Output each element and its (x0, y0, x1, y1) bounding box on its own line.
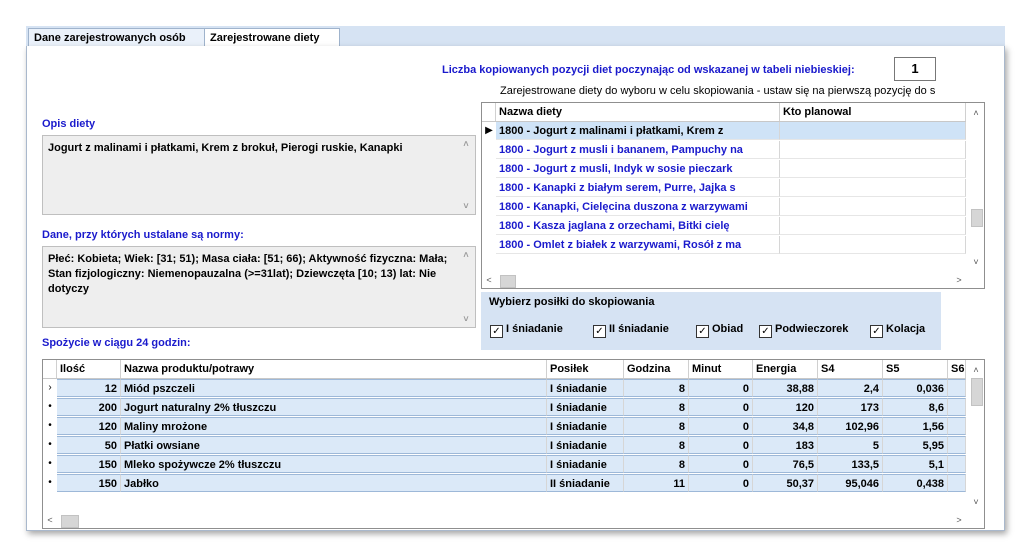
product-cell[interactable]: Maliny mrożone (121, 417, 547, 435)
checkmark-icon[interactable]: ✓ (759, 325, 772, 338)
diet-row[interactable] (482, 217, 966, 236)
current-row-pointer-icon: ▶ (485, 125, 493, 136)
table-row[interactable] (43, 417, 966, 436)
quantity-cell[interactable]: 12 (57, 379, 121, 397)
scroll-thumb[interactable] (971, 378, 983, 406)
s5-cell[interactable]: 8,6 (883, 398, 948, 416)
product-cell[interactable]: Płatki owsiane (121, 436, 547, 454)
minute-cell[interactable]: 0 (689, 455, 753, 473)
diet-row[interactable] (482, 122, 966, 141)
product-cell[interactable]: Jabłko (121, 474, 547, 492)
quantity-cell[interactable]: 120 (57, 417, 121, 435)
diet-name-cell[interactable]: 1800 - Kasza jaglana z orzechami, Bitki cielę (496, 217, 780, 235)
s5-cell[interactable]: 5,1 (883, 455, 948, 473)
minute-cell[interactable]: 0 (689, 436, 753, 454)
quantity-cell[interactable]: 150 (57, 455, 121, 473)
quantity-cell[interactable]: 150 (57, 474, 121, 492)
scroll-thumb[interactable] (61, 515, 79, 528)
chevron-right-icon[interactable]: ˃ (956, 515, 962, 525)
diet-row[interactable] (482, 179, 966, 198)
minute-cell[interactable]: 0 (689, 417, 753, 435)
column-header-hour[interactable]: Godzina (624, 360, 689, 378)
diet-name-cell[interactable]: 1800 - Kanapki z białym serem, Purre, Jajka s (496, 179, 780, 197)
s4-cell[interactable]: 5 (818, 436, 883, 454)
checkmark-icon[interactable]: ✓ (490, 325, 503, 338)
table-row[interactable] (43, 436, 966, 455)
product-cell[interactable]: Jogurt naturalny 2% tłuszczu (121, 398, 547, 416)
diet-name-cell[interactable]: 1800 - Jogurt z musli i bananem, Pampuchy na (496, 141, 780, 159)
consumption-label: Spożycie w ciągu 24 godzin: (42, 337, 191, 349)
planner-cell[interactable] (780, 217, 966, 235)
checkbox-supper[interactable] (870, 322, 925, 336)
diet-grid (481, 102, 985, 289)
s6-cell[interactable] (948, 455, 966, 473)
s6-cell[interactable] (948, 436, 966, 454)
checkbox-label: Podwieczorek (775, 323, 849, 335)
diet-row[interactable] (482, 160, 966, 179)
diet-name-cell[interactable]: 1800 - Kanapki, Cielęcina duszona z warzywami (496, 198, 780, 216)
meal-cell[interactable]: II śniadanie (547, 474, 624, 492)
scroll-thumb[interactable] (500, 275, 516, 288)
energy-cell[interactable]: 50,37 (753, 474, 818, 492)
energy-cell[interactable]: 34,8 (753, 417, 818, 435)
row-marker-icon: • (48, 401, 52, 412)
current-row-pointer-icon: › (48, 382, 52, 393)
hour-cell[interactable]: 8 (624, 417, 689, 435)
row-marker-icon: • (48, 439, 52, 450)
table-row[interactable] (43, 474, 966, 493)
energy-cell[interactable]: 38,88 (753, 379, 818, 397)
checkmark-icon[interactable]: ✓ (870, 325, 883, 338)
hour-cell[interactable]: 8 (624, 379, 689, 397)
planner-cell[interactable] (780, 141, 966, 159)
s5-cell[interactable]: 1,56 (883, 417, 948, 435)
diet-description-label: Opis diety (42, 118, 96, 130)
chevron-down-icon[interactable]: ˅ (463, 314, 469, 324)
chevron-down-icon[interactable]: ˅ (463, 201, 469, 211)
checkbox-dinner[interactable] (696, 322, 743, 336)
minute-cell[interactable]: 0 (689, 398, 753, 416)
tab-registered-persons[interactable]: Dane zarejestrowanych osób (28, 28, 206, 47)
copy-count-label: Liczba kopiowanych pozycji diet poczynając od wskazanej w tabeli niebieskiej: (442, 64, 855, 76)
row-marker-icon: • (48, 420, 52, 431)
column-header-s4[interactable]: S4 (818, 360, 883, 378)
norms-textarea[interactable] (42, 246, 476, 328)
hour-cell[interactable]: 8 (624, 398, 689, 416)
planner-cell[interactable] (780, 198, 966, 216)
checkbox-afternoon-snack[interactable] (759, 322, 848, 336)
column-header-meal[interactable]: Posiłek (547, 360, 624, 378)
norms-label: Dane, przy których ustalane są normy: (42, 229, 244, 241)
quantity-cell[interactable]: 200 (57, 398, 121, 416)
row-marker-icon: • (48, 458, 52, 469)
diet-grid-header (482, 103, 966, 122)
scroll-thumb[interactable] (971, 209, 983, 227)
food-grid-horizontal-scrollbar[interactable] (43, 512, 966, 528)
product-cell[interactable]: Miód pszczeli (121, 379, 547, 397)
energy-cell[interactable]: 76,5 (753, 455, 818, 473)
norms-text: Płeć: Kobieta; Wiek: [31; 51); Masa ciała: [51; 66); Aktywność fizyczna: Mała; Stan fizjologiczny: Niemenopauzalna (>=31lat); Dziewczęta [10; 13) lat: Nie dotyczy (48, 253, 448, 295)
s6-cell[interactable] (948, 474, 966, 492)
chevron-up-icon[interactable]: ˄ (463, 250, 469, 260)
checkbox-label: Obiad (712, 323, 744, 335)
tab-registered-diets[interactable]: Zarejestrowane diety (204, 28, 340, 48)
registered-diets-caption: Zarejestrowane diety do wyboru w celu skopiowania - ustaw się na pierwszą pozycję do s (500, 85, 936, 97)
s4-cell[interactable]: 133,5 (818, 455, 883, 473)
column-header-s6[interactable]: S6 (948, 360, 966, 378)
chevron-left-icon[interactable]: ˂ (47, 515, 53, 525)
s5-cell[interactable]: 0,438 (883, 474, 948, 492)
table-row[interactable] (43, 398, 966, 417)
checkmark-icon[interactable]: ✓ (696, 325, 709, 338)
minute-cell[interactable]: 0 (689, 474, 753, 492)
meal-cell[interactable]: I śniadanie (547, 379, 624, 397)
planner-cell[interactable] (780, 160, 966, 178)
s4-cell[interactable]: 95,046 (818, 474, 883, 492)
norms-scrollbar[interactable] (459, 249, 473, 325)
copy-count-input[interactable]: 1 (894, 57, 936, 81)
food-grid (42, 359, 985, 529)
meal-cell[interactable]: I śniadanie (547, 398, 624, 416)
meal-cell[interactable]: I śniadanie (547, 417, 624, 435)
hour-cell[interactable]: 11 (624, 474, 689, 492)
column-header-quantity[interactable]: Ilość (57, 360, 121, 378)
meal-selection-title: Wybierz posiłki do skopiowania (489, 296, 655, 308)
row-selector-header (482, 103, 496, 121)
chevron-up-icon[interactable]: ˄ (463, 139, 469, 149)
diet-row[interactable] (482, 198, 966, 217)
planner-cell[interactable] (780, 236, 966, 254)
planner-cell[interactable] (780, 122, 966, 140)
column-header-energy[interactable]: Energia (753, 360, 818, 378)
s5-cell[interactable]: 0,036 (883, 379, 948, 397)
chevron-up-icon[interactable]: ˄ (973, 108, 979, 118)
row-selector-header (43, 360, 57, 378)
table-row[interactable] (43, 455, 966, 474)
checkbox-second-breakfast[interactable] (593, 322, 669, 336)
column-header-minute[interactable]: Minut (689, 360, 753, 378)
diet-name-cell[interactable]: 1800 - Jogurt z malinami i płatkami, Krem z (496, 122, 780, 140)
chevron-up-icon[interactable]: ˄ (973, 365, 979, 375)
planner-cell[interactable] (780, 179, 966, 197)
minute-cell[interactable]: 0 (689, 379, 753, 397)
s4-cell[interactable]: 173 (818, 398, 883, 416)
checkbox-label: Kolacja (886, 323, 926, 335)
meal-cell[interactable]: I śniadanie (547, 455, 624, 473)
chevron-left-icon[interactable]: ˂ (486, 275, 492, 285)
column-header-diet-name[interactable]: Nazwa diety (496, 103, 780, 121)
diet-grid-horizontal-scrollbar[interactable] (482, 272, 966, 288)
s4-cell[interactable]: 102,96 (818, 417, 883, 435)
column-header-s5[interactable]: S5 (883, 360, 948, 378)
diet-description-scrollbar[interactable] (459, 138, 473, 212)
diet-grid-vertical-scrollbar[interactable] (968, 103, 984, 270)
checkbox-first-breakfast[interactable] (490, 322, 563, 336)
s5-cell[interactable]: 5,95 (883, 436, 948, 454)
product-cell[interactable]: Mleko spożywcze 2% tłuszczu (121, 455, 547, 473)
chevron-down-icon[interactable]: ˅ (973, 497, 979, 507)
row-marker-icon: • (48, 477, 52, 488)
energy-cell[interactable]: 183 (753, 436, 818, 454)
checkbox-label: I śniadanie (506, 323, 563, 335)
food-grid-vertical-scrollbar[interactable] (968, 360, 984, 510)
s4-cell[interactable]: 2,4 (818, 379, 883, 397)
s6-cell[interactable] (948, 379, 966, 397)
hour-cell[interactable]: 8 (624, 455, 689, 473)
s6-cell[interactable] (948, 417, 966, 435)
quantity-cell[interactable]: 50 (57, 436, 121, 454)
column-header-planner[interactable]: Kto planowal (780, 103, 966, 121)
s6-cell[interactable] (948, 398, 966, 416)
diet-row[interactable] (482, 236, 966, 255)
diet-description-text: Jogurt z malinami i płatkami, Krem z brokuł, Pierogi ruskie, Kanapki (48, 142, 403, 154)
chevron-down-icon[interactable]: ˅ (973, 257, 979, 267)
checkmark-icon[interactable]: ✓ (593, 325, 606, 338)
diet-description-textarea[interactable] (42, 135, 476, 215)
column-header-product[interactable]: Nazwa produktu/potrawy (121, 360, 547, 378)
energy-cell[interactable]: 120 (753, 398, 818, 416)
chevron-right-icon[interactable]: ˃ (956, 275, 962, 285)
food-grid-header (43, 360, 966, 379)
meal-cell[interactable]: I śniadanie (547, 436, 624, 454)
diet-row[interactable] (482, 141, 966, 160)
diet-name-cell[interactable]: 1800 - Omlet z białek z warzywami, Rosół z ma (496, 236, 780, 254)
hour-cell[interactable]: 8 (624, 436, 689, 454)
diet-name-cell[interactable]: 1800 - Jogurt z musli, Indyk w sosie pieczark (496, 160, 780, 178)
checkbox-label: II śniadanie (609, 323, 669, 335)
table-row[interactable] (43, 379, 966, 398)
